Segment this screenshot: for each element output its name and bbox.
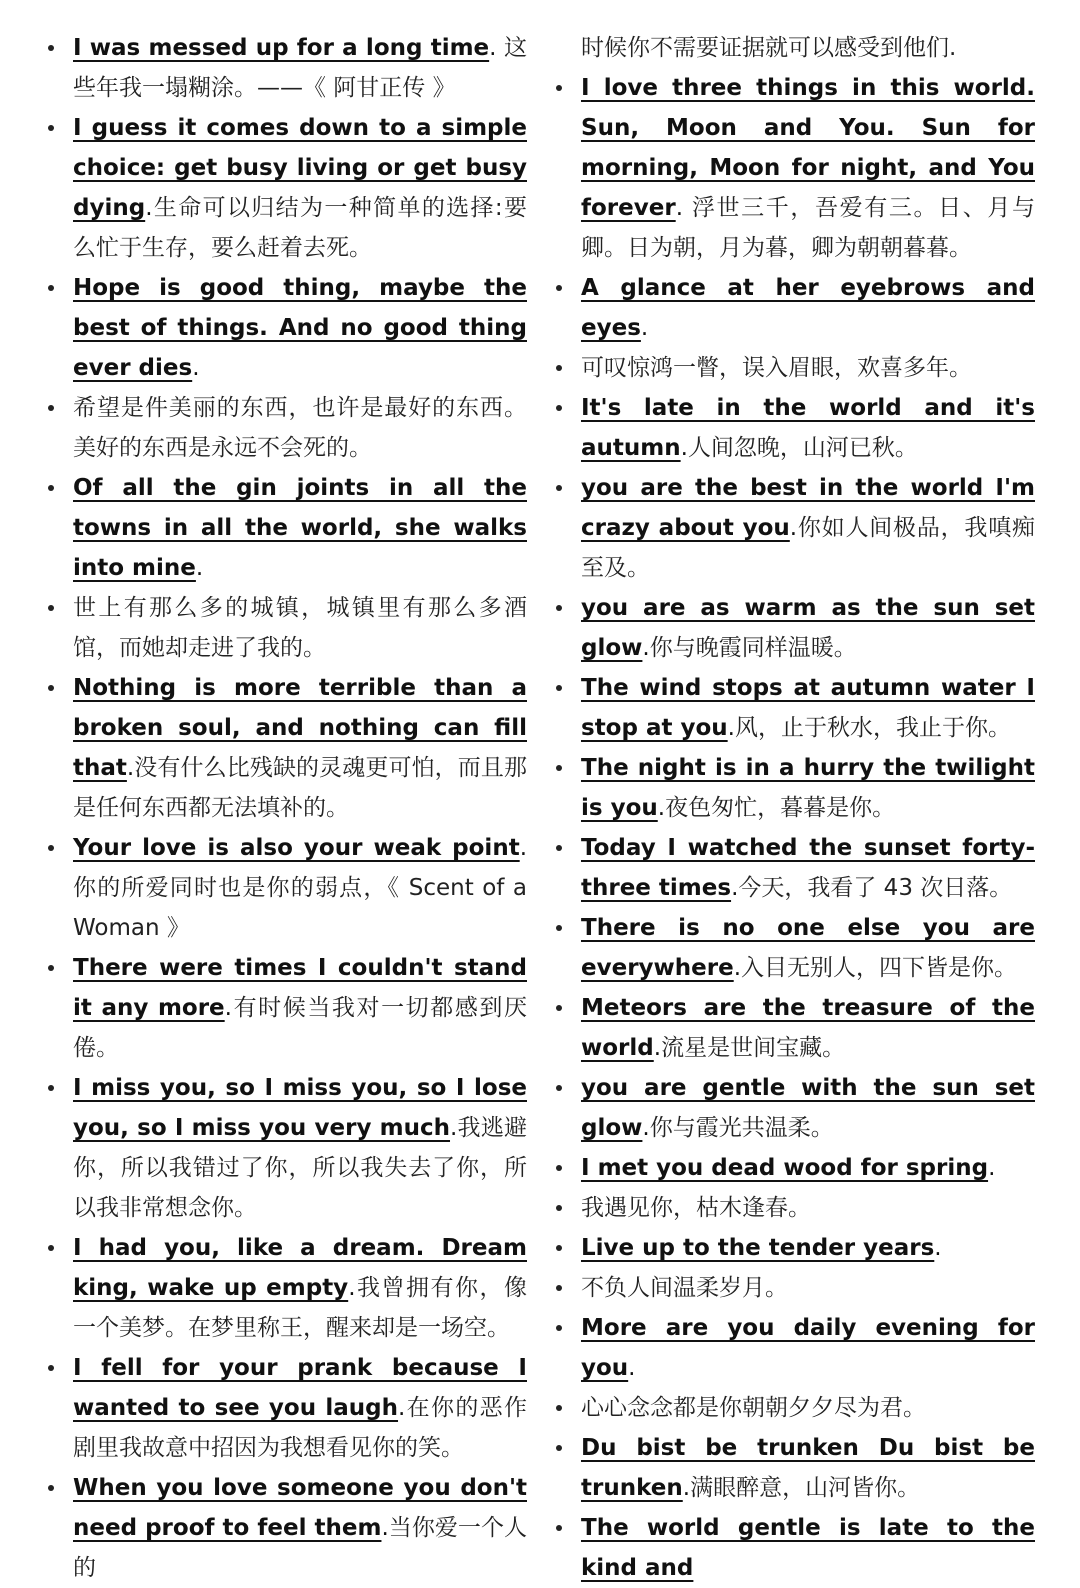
english-quote: I was messed up for a long time: [73, 35, 490, 61]
english-quote: Of all the gin joints in all the towns in all the world, she walks into mine: [73, 475, 527, 581]
english-quote: It's late in the world and it's autumn: [581, 395, 1035, 461]
chinese-translation: 时候你不需要证据就可以感受到他们.: [581, 35, 957, 61]
quote-item: [581, 1148, 1035, 1188]
separator: .: [731, 875, 739, 901]
quote-item: [73, 1228, 527, 1348]
quote-item: [581, 348, 1035, 388]
chinese-translation: 我逃避你，所以我错过了你，所以我失去了你，所以我非常想念你。: [73, 1115, 528, 1221]
english-quote: you are gentle with the sun set glow: [581, 1075, 1035, 1141]
quote-item: [73, 1348, 527, 1468]
quote-item: [581, 468, 1035, 588]
english-quote: Meteors are the treasure of the world: [581, 995, 1035, 1061]
chinese-translation: 你如人间极品，我嗔痴至及。: [581, 515, 1035, 581]
separator: .: [145, 195, 153, 221]
quote-item: [581, 988, 1035, 1068]
separator: .: [934, 1235, 942, 1261]
separator: .: [192, 355, 200, 381]
quote-item: [581, 668, 1035, 748]
english-quote: A glance at her eyebrows and eyes: [581, 275, 1035, 341]
quote-item: [581, 1268, 1035, 1308]
separator: .: [680, 435, 688, 461]
separator: .: [642, 635, 650, 661]
chinese-translation: 希望是件美丽的东西，也许是最好的东西。美好的东西是永远不会死的。: [73, 395, 527, 461]
chinese-translation: 我曾拥有你，像一个美梦。在梦里称王，醒来却是一场空。: [73, 1275, 527, 1341]
chinese-translation: 满眼醉意，山河皆你。: [690, 1475, 921, 1501]
quote-item: [581, 828, 1035, 908]
chinese-translation: 你与霞光共温柔。: [649, 1115, 834, 1141]
separator: .: [381, 1515, 389, 1541]
chinese-translation: 人间忽晚，山河已秋。: [687, 435, 918, 461]
english-quote: Today I watched the sunset forty-three times: [581, 835, 1035, 901]
chinese-translation: 入目无别人，四下皆是你。: [741, 955, 1018, 981]
quote-item: [581, 268, 1035, 348]
separator: .: [628, 1355, 636, 1381]
quote-item: [581, 388, 1035, 468]
separator: .: [675, 195, 692, 221]
separator: .: [224, 995, 232, 1021]
english-quote: Nothing is more terrible than a broken soul, and nothing can fill that: [73, 675, 527, 781]
english-quote: The world gentle is late to the kind and: [581, 1515, 1035, 1581]
english-quote: There is no one else you are everywhere: [581, 915, 1035, 981]
separator: .: [348, 1275, 356, 1301]
chinese-translation: 不负人间温柔岁月。: [581, 1275, 788, 1301]
separator: .: [727, 715, 735, 741]
quote-item: [73, 28, 527, 108]
quote-item: [73, 668, 527, 828]
chinese-translation: 今天，我看了 43 次日落。: [738, 875, 1013, 901]
left-column: [73, 28, 527, 1588]
english-quote: When you love someone you don't need proof to feel them: [73, 1475, 527, 1541]
quote-item: [73, 828, 527, 948]
chinese-translation: 夜色匆忙，暮暮是你。: [665, 795, 896, 821]
quote-item: [73, 108, 527, 268]
chinese-translation: 心心念念都是你朝朝夕夕尽为君。: [581, 1395, 926, 1421]
chinese-translation: 可叹惊鸿一瞥，误入眉眼，欢喜多年。: [581, 355, 972, 381]
english-quote: Your love is also your weak point: [73, 835, 520, 861]
separator: .: [988, 1155, 996, 1181]
quote-item: [581, 28, 1035, 68]
english-quote: I fell for your prank because I wanted to see you laugh: [73, 1355, 527, 1421]
quote-item: [73, 268, 527, 388]
quote-item: [581, 1188, 1035, 1228]
english-quote: The wind stops at autumn water I stop at you: [581, 675, 1035, 741]
separator: .: [450, 1115, 458, 1141]
english-quote: I love three things in this world. Sun, Moon and You. Sun for morning, Moon for night, and You forever: [581, 75, 1035, 221]
english-quote: I had you, like a dream. Dream king, wake up empty: [73, 1235, 527, 1301]
english-quote: you are as warm as the sun set glow: [581, 595, 1035, 661]
quote-item: [581, 908, 1035, 988]
chinese-translation: 这些年我一塌糊涂。——《 阿甘正传 》: [73, 35, 527, 101]
chinese-translation: 流星是世间宝藏。: [661, 1035, 846, 1061]
quote-item: [581, 1508, 1035, 1588]
quote-item: [581, 1228, 1035, 1268]
chinese-translation: 当你爱一个人的: [73, 1515, 527, 1581]
chinese-translation: 我遇见你，枯木逢春。: [581, 1195, 811, 1221]
separator: .: [789, 515, 798, 541]
chinese-translation: 世上有那么多的城镇，城镇里有那么多酒馆，而她却走进了我的。: [73, 595, 527, 661]
chinese-translation: 浮世三千，吾爱有三。日、月与卿。日为朝，月为暮，卿为朝朝暮暮。: [581, 195, 1036, 261]
chinese-translation: 你的所爱同时也是你的弱点，《 Scent of a Woman 》: [73, 875, 527, 941]
separator: .: [489, 35, 504, 61]
english-quote: There were times I couldn't stand it any more: [73, 955, 527, 1021]
separator: .: [653, 1035, 662, 1061]
english-quote: I guess it comes down to a simple choice: get busy living or get busy dying: [73, 115, 527, 221]
quote-item: [581, 1068, 1035, 1148]
separator: .: [642, 1115, 650, 1141]
separator: .: [398, 1395, 406, 1421]
separator: .: [195, 555, 204, 581]
quote-item: [73, 1068, 527, 1228]
quote-item: [73, 468, 527, 588]
quote-item: [581, 588, 1035, 668]
separator: .: [640, 315, 649, 341]
separator: .: [657, 795, 666, 821]
english-quote: Live up to the tender years: [581, 1235, 935, 1261]
right-column: [581, 28, 1035, 1588]
separator: .: [682, 1475, 691, 1501]
separator: .: [126, 755, 135, 781]
separator: .: [733, 955, 742, 981]
quote-item: [73, 1468, 527, 1588]
english-quote: Du bist be trunken Du bist be trunken: [581, 1435, 1035, 1501]
quote-item: [73, 388, 527, 468]
quote-item: [581, 1308, 1035, 1388]
quote-item: [581, 748, 1035, 828]
english-quote: I miss you, so I miss you, so I lose you, so I miss you very much: [73, 1075, 527, 1141]
quote-item: [581, 68, 1035, 268]
chinese-translation: 风，止于秋水，我止于你。: [734, 715, 1011, 741]
english-quote: I met you dead wood for spring: [581, 1155, 989, 1181]
english-quote: you are the best in the world I'm crazy about you: [581, 475, 1035, 541]
english-quote: Hope is good thing, maybe the best of things. And no good thing ever dies: [73, 275, 527, 381]
chinese-translation: 生命可以归结为一种简单的选择:要么忙于生存，要么赶着去死。: [73, 195, 527, 261]
chinese-translation: 你与晚霞同样温暖。: [649, 635, 857, 661]
separator: .: [519, 835, 527, 861]
english-quote: The night is in a hurry the twilight is you: [581, 755, 1035, 821]
quote-item: [581, 1428, 1035, 1508]
quote-item: [73, 588, 527, 668]
chinese-translation: 没有什么比残缺的灵魂更可怕，而且那是任何东西都无法填补的。: [73, 755, 527, 821]
chinese-translation: 在你的恶作剧里我故意中招因为我想看见你的笑。: [73, 1395, 528, 1461]
quote-item: [581, 1388, 1035, 1428]
chinese-translation: 有时候当我对一切都感到厌倦。: [73, 995, 528, 1061]
quote-item: [73, 948, 527, 1068]
english-quote: More are you daily evening for you: [581, 1315, 1035, 1381]
